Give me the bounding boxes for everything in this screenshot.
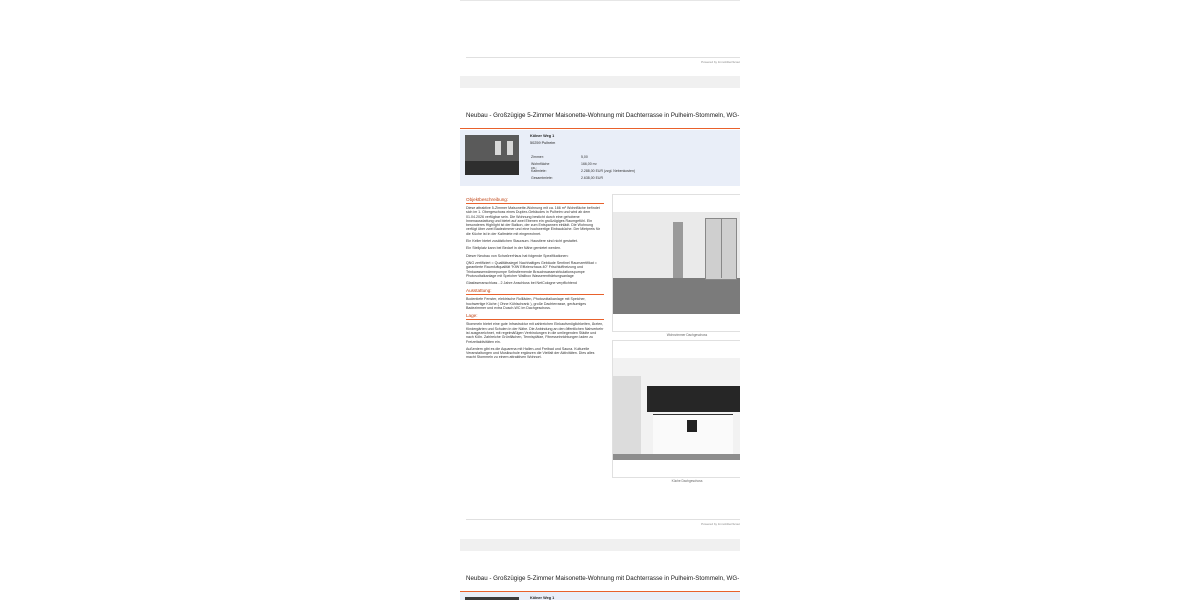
address-street: Kölner Weg 1 xyxy=(530,596,555,600)
living-room-photo[interactable] xyxy=(613,212,740,314)
objekt-text: Ein Keller bietet zusätzlichen Stauraum. Haustiere sind nicht gestattet. xyxy=(466,239,578,244)
photo-caption: Wohnzimmer Dachgeschoss xyxy=(666,333,708,337)
objekt-text: Ein Stellplatz kann bei Bedarf in der Nähe gemietet werden. xyxy=(466,246,562,251)
fact-value: 166,00 m² xyxy=(581,162,597,166)
listing-summary-box xyxy=(460,592,740,600)
fact-label: Wohnfläche ca.: xyxy=(531,162,550,170)
powered-by-label: Powered by ImmobilienScout xyxy=(701,60,740,64)
listing-title: Neubau - Großzügige 5-Zimmer Maisonette-Wohnung mit Dachterrasse in Pulheim-Stommeln, WG- xyxy=(466,575,740,582)
address-city: 50259 Pulheim xyxy=(530,141,556,145)
fact-label: Gesamtmiete: xyxy=(531,176,553,180)
page-break-band xyxy=(460,76,740,88)
footer-divider xyxy=(466,57,740,58)
title-underline xyxy=(460,128,740,129)
fact-value: 2.288,00 EUR (zzgl. Nebenkosten) xyxy=(581,169,636,173)
section-heading-objekt: Objektbeschreibung: xyxy=(466,197,604,204)
expose-page xyxy=(460,0,740,600)
section-heading-lage: Lage: xyxy=(466,313,604,320)
description-column xyxy=(466,194,604,363)
footer-divider xyxy=(466,519,740,520)
listing-summary-box xyxy=(460,130,740,186)
top-divider xyxy=(460,0,740,1)
fact-value: 5,00 xyxy=(581,155,588,159)
fact-label: Kaltmiete: xyxy=(531,169,547,173)
section-heading-ausstattung: Ausstattung: xyxy=(466,288,604,295)
kitchen-photo[interactable] xyxy=(613,358,740,460)
photo-frame[interactable] xyxy=(612,340,740,478)
photo-frame[interactable] xyxy=(612,194,740,332)
lage-text: Stommeln bietet eine gute Infrastruktur mit zahlreichen Einkaufsmöglichkeiten, Ärzten, Kindergärten und Schulen in der Nähe. Die Anbindung an den öffentlichen Nahverkehr ist ausgezeichnet, mit regelmäßigen Verbindungen in die umliegenden Städte und nach Köln. Zahlreiche Grünflächen, Tennisplätze, Fitnesseinrichtungen laden zu Freizeitaktivitäten ein. xyxy=(466,322,604,344)
ausstattung-text: Bodentiefe Fenster, elektrische Rollläden, Photovoltaikanlage mit Speicher, hochwertige Küche ( Ohne Kühlschrank ), große Dachterrasse, geräumiges Badezimmer und extra Dusch-WC im Dachgeschoss. xyxy=(466,297,587,311)
powered-by-label: Powered by ImmobilienScout xyxy=(701,522,740,526)
photo-caption: Küche Dachgeschoss xyxy=(671,479,703,483)
fact-value: 2.638,00 EUR xyxy=(581,176,603,180)
objekt-text: QNG zertifiziert = Qualitätssiegel Nachhaltiges Gebäude Sentinel Raumzertifikat = garantierte Raumluftqualität "KfW Effizienzhaus 40" Frischluftheizung und Trinkwasserwärmepumpe Selbstlernende Brauchwasserzirkulationspumpe Photovoltaikanlage mit Speicher Wallbox Wasserenthärtungsanlage xyxy=(466,260,597,278)
fact-label: Zimmer: xyxy=(531,155,544,159)
page-break-band xyxy=(460,539,740,551)
lage-text: Außerdem gibt es die Aquarena mit Hallen-und Freibad und Sauna. Kulturelle Veranstaltungen und Musikschule ergänzen die Vielfalt der Aktivitäten. Dies alles macht Stommeln zu einem attraktiven Wohnort. xyxy=(466,346,595,360)
objekt-text: Diese attraktive 5-Zimmer Maisonette-Wohnung mit ca. 166 m² Wohnfläche befindet sich im 1. Obergeschoss eines Duplex-Gebäudes in Pulheim und wird ab dem 01.04.2026 verfügbar sein. Die Wohnung besticht durch eine gehobene Innenausstattung und bietet auf zwei Ebenen ein großzügiges Raumgefühl. Ein besonderes Highlight ist der Balkon, der zum Entspannen einlädt. Die Wohnung verfügt über zwei Badezimmer und eine hochwertige Einbauküche. Der Mietpreis für die Küche ist in der Kaltmiete mit eingerechnet. xyxy=(466,206,601,236)
listing-title: Neubau - Großzügige 5-Zimmer Maisonette-Wohnung mit Dachterrasse in Pulheim-Stommeln, WG- xyxy=(466,112,740,119)
objekt-text: Glasfaseranschluss - 2 Jahre Anschluss bei NetCologne verpflichtend xyxy=(466,281,577,286)
listing-thumbnail[interactable] xyxy=(465,135,519,175)
objekt-text: Dieser Neubau von SchwörerHaus hat folgende Spezifikationen: xyxy=(466,253,569,258)
address-street: Kölner Weg 1 xyxy=(530,134,555,138)
